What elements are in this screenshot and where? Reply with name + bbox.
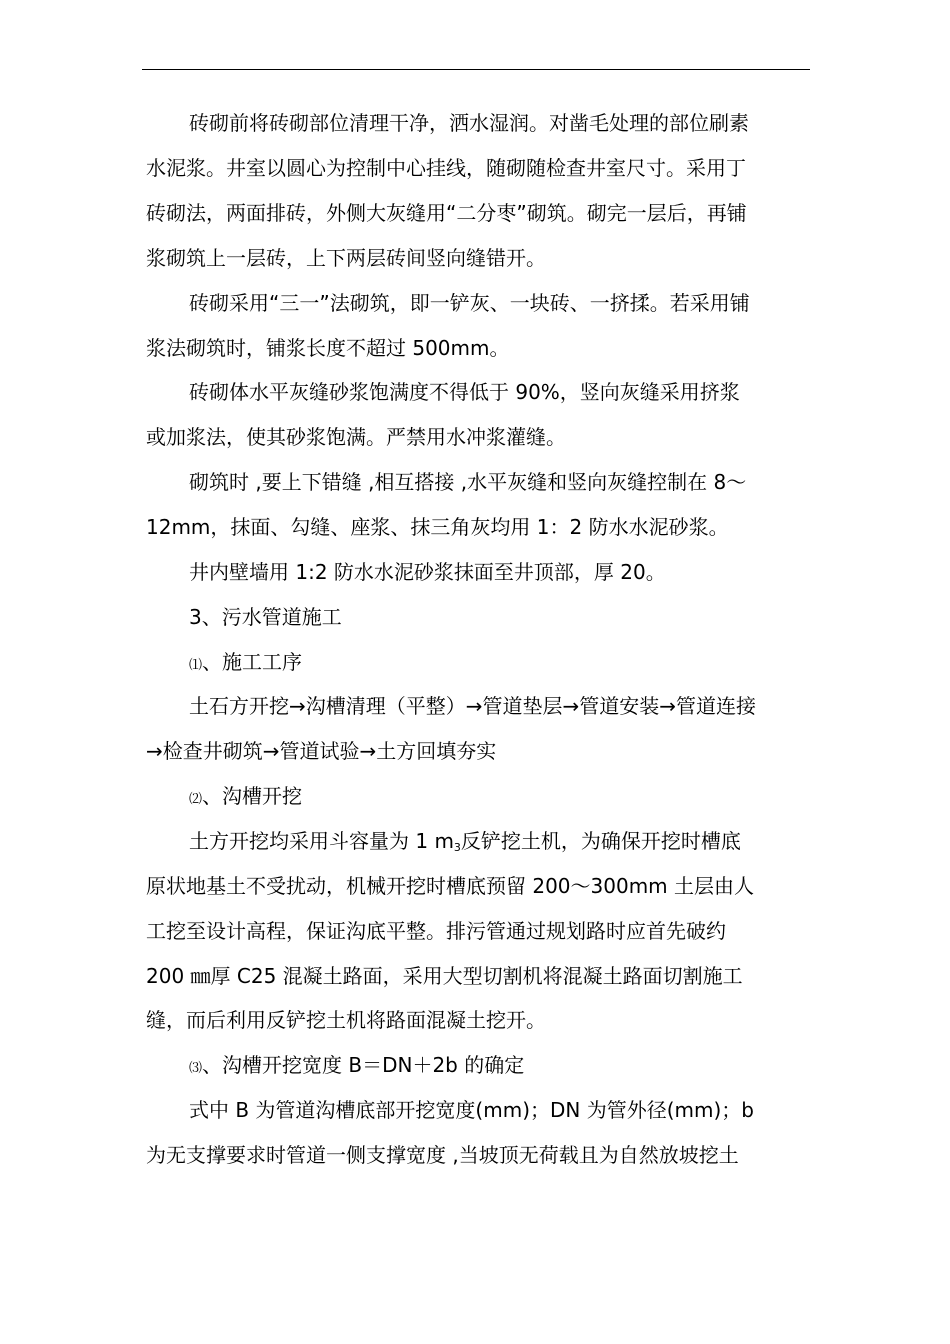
paragraph-line: 砖砌前将砖砌部位清理干净，洒水湿润。对凿毛处理的部位刷素 [189,111,749,135]
paragraph-line: 砌筑时 ,要上下错缝 ,相互搭接 ,水平灰缝和竖向灰缝控制在 8～ [189,470,747,494]
paragraph-line: 砖砌采用“三一”法砌筑，即一铲灰、一块砖、一挤揉。若采用铺 [189,291,750,315]
paragraph-line: 浆法砌筑时，铺浆长度不超过 500mm。 [146,336,510,360]
subsection-heading [189,1052,524,1082]
paragraph-line: 式中 B 为管道沟槽底部开挖宽度(mm)；DN 为管外径(mm)；b [189,1098,754,1122]
paragraph-line: 缝，而后利用反铲挖土机将路面混凝土挖开。 [146,1008,546,1032]
paragraph-line: 200 ㎜厚 C25 混凝土路面，采用大型切割机将混凝土路面切割施工 [146,964,743,988]
item-marker: ⑶ [189,1061,203,1076]
superscript-3: 3 [453,841,461,854]
subsection-label: 、沟槽开挖 [202,784,303,808]
subsection-heading [189,649,302,679]
section-heading: 3、污水管道施工 [189,605,342,629]
subsection-label: 、施工工序 [202,650,303,674]
paragraph-line: →检查井砌筑→管道试验→土方回填夯实 [146,739,497,763]
paragraph-line: 砖砌法，两面排砖，外侧大灰缝用“二分枣”砌筑。砌完一层后，再铺 [146,201,747,225]
subsection-label: 、沟槽开挖宽度 B＝DN＋2b 的确定 [202,1053,525,1077]
line-part: 土方开挖均采用斗容量为 1 m [189,829,454,853]
paragraph-line: 浆砌筑上一层砖，上下两层砖间竖向缝错开。 [146,246,546,270]
item-marker: ⑵ [189,792,203,807]
paragraph-line: 井内壁墙用 1:2 防水水泥砂浆抹面至井顶部，厚 20。 [189,560,666,584]
paragraph-line: 为无支撑要求时管道一侧支撑宽度 ,当坡顶无荷载且为自然放坡挖土 [146,1143,739,1167]
paragraph-line: 水泥浆。井室以圆心为控制中心挂线，随砌随检查井室尺寸。采用丁 [146,156,746,180]
paragraph-line: 12mm，抹面、勾缝、座浆、抹三角灰均用 1：2 防水水泥砂浆。 [146,515,729,539]
item-marker: ⑴ [189,658,203,673]
paragraph-line: 或加浆法，使其砂浆饱满。严禁用水冲浆灌缝。 [146,425,566,449]
paragraph-line: 砖砌体水平灰缝砂浆饱满度不得低于 90%，竖向灰缝采用挤浆 [189,380,740,404]
paragraph-line [189,828,741,861]
paragraph-line: 工挖至设计高程，保证沟底平整。排污管通过规划路时应首先破约 [146,919,726,943]
line-part: 反铲挖土机，为确保开挖时槽底 [460,829,741,853]
subsection-heading [189,783,302,813]
paragraph-line: 土石方开挖→沟槽清理（平整）→管道垫层→管道安装→管道连接 [189,694,757,718]
header-rule [142,69,810,70]
paragraph-line: 原状地基土不受扰动，机械开挖时槽底预留 200～300mm 土层由人 [146,874,755,898]
